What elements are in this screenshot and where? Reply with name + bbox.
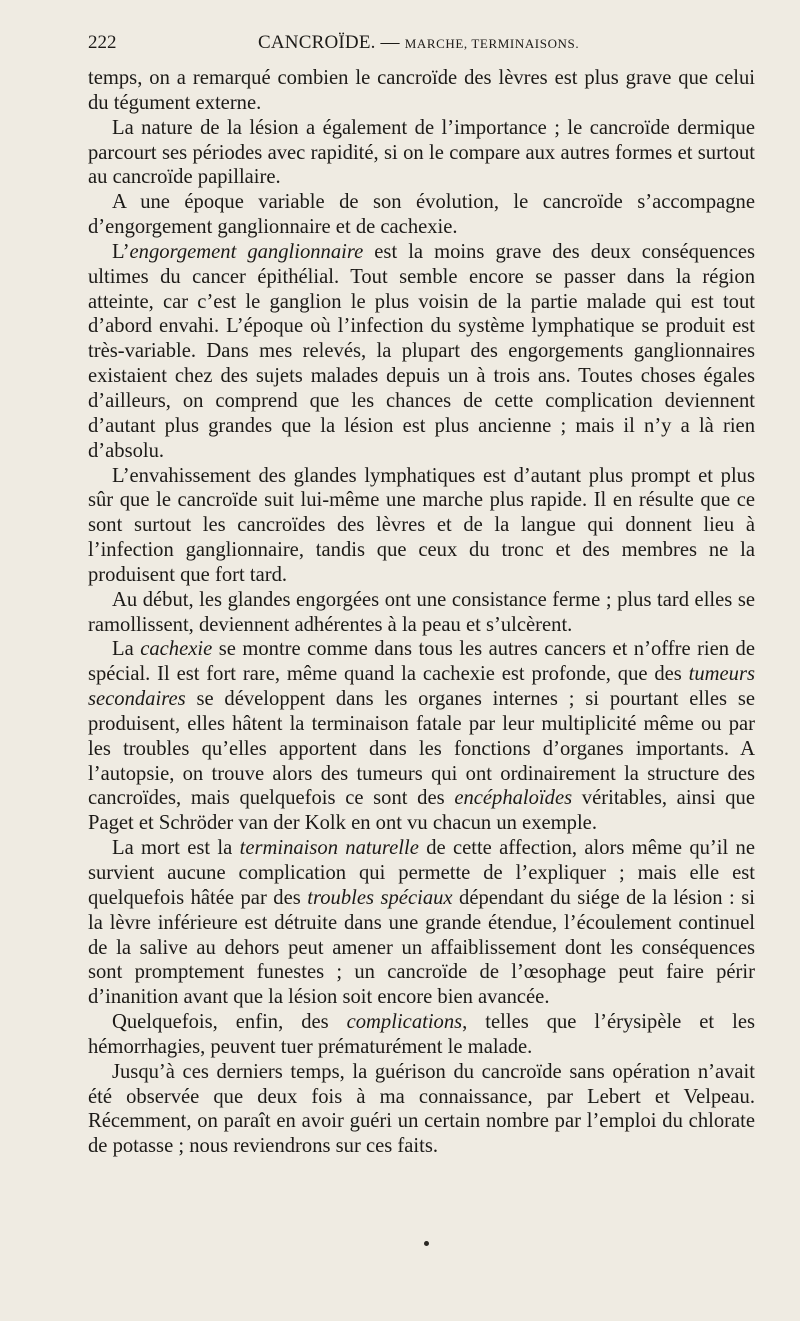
- paragraph-continuation: [88, 66, 755, 116]
- ink-dot-mark: [424, 1241, 429, 1246]
- paragraph-debut: [88, 588, 755, 638]
- text-run: se montre comme dans tous les autres cancers et n’offre rien de spécial. Il est fort rare, même quand la cachexie est profonde, que des: [88, 638, 755, 686]
- text-run: véritables, ainsi que Paget et Schröder van der Kolk en ont vu chacun un exemple.: [88, 787, 755, 835]
- italic-term: complications: [346, 1011, 463, 1034]
- running-title-main: CANCROÏDE.: [258, 32, 376, 53]
- text-run: La: [112, 638, 141, 661]
- italic-term: terminaison naturelle: [239, 837, 419, 860]
- text-run: se développent dans les organes internes ; si pourtant elles se produisent, elles hâtent la terminaison fatale par leur multiplicité même ou par les troubles qu’elles apportent dans les fonctions d’organes importants. A l’autopsie, on trouve alors des tumeurs qui ont ordinairement la structure des cancroïdes, mais quelquefois ce sont des: [88, 688, 755, 810]
- paragraph-envahissement: [88, 464, 755, 588]
- body-text: [88, 66, 755, 1159]
- text-run: Jusqu’à ces derniers temps, la guérison du cancroïde sans opération n’avait été observée que deux fois à ma connaissance, par Lebert et Velpeau. Récemment, on paraît en avoir guéri un certain nombre par l’emploi du chlorate de potasse ; nous reviendrons sur ces faits.: [88, 1060, 755, 1158]
- text-run: A une époque variable de son évolution, le cancroïde s’accompagne d’engorgement ganglionnaire et de cachexie.: [88, 191, 755, 239]
- text-run: est la moins grave des deux conséquences ultimes du cancer épithélial. Tout semble encore se passer dans la région atteinte, car c’est le ganglion le plus voisin de la partie malade qui est tout d’abord envahi. L’époque où l’infection du système lymphatique se produit est très-variable. Dans mes relevés, la plupart des engorgements ganglionnaires existaient chez des sujets malades depuis un à trois ans. Toutes choses égales d’ailleurs, on comprend que les chances de cette complication deviennent d’autant plus grandes que la lésion est plus ancienne ; mais il n’y a là rien d’absolu.: [88, 240, 756, 462]
- running-title-dash: —: [380, 32, 400, 53]
- text-run: L’envahissement des glandes lymphatiques est d’autant plus prompt et plus sûr que le cancroïde suit lui-même une marche plus rapide. Il en résulte que ce sont surtout les cancroïdes des lèvres et de la langue qui donnent lieu à l’infection ganglionnaire, tandis que ceux du tronc et des membres ne la produisent que fort tard.: [88, 464, 755, 586]
- paragraph-epoque-variable: [88, 190, 755, 240]
- paragraph-mort: [88, 836, 755, 1010]
- text-run: L’: [112, 240, 130, 263]
- page-number: 222: [88, 32, 117, 53]
- paragraph-guerison: [88, 1060, 755, 1159]
- italic-term: tumeurs secondaires: [88, 663, 755, 711]
- running-title-section: MARCHE, TERMINAISONS.: [404, 36, 580, 51]
- text-run: de cette affection, alors même qu’il ne survient aucune complication qui permette de l’expliquer ; mais elle est quelquefois hâtée par des: [88, 837, 755, 909]
- text-run: temps, on a remarqué combien le cancroïde des lèvres est plus grave que celui du tégument externe.: [88, 67, 755, 114]
- italic-term: cachexie: [140, 638, 213, 661]
- text-run: Au début, les glandes engorgées ont une consistance ferme ; plus tard elles se ramollissent, deviennent adhérentes à la peau et s’ulcèrent.: [88, 588, 755, 636]
- italic-term: encéphaloïdes: [454, 787, 573, 810]
- text-run: dépendant du siége de la lésion : si la lèvre inférieure est détruite dans une grande étendue, l’écoulement continuel de la salive au dehors peut amener un affaiblissement dont les conséquences sont promptement funestes ; un cancroïde de l’œsophage peut faire périr d’inanition avant que la lésion soit encore bien avancée.: [88, 886, 756, 1009]
- paragraph-cachexie: [88, 637, 755, 836]
- running-title: [258, 32, 579, 54]
- paragraph-nature-lesion: [88, 116, 755, 191]
- text-run: La mort est la: [112, 837, 240, 860]
- running-header: [88, 30, 756, 62]
- text-run: La nature de la lésion a également de l’importance ; le cancroïde dermique parcourt ses périodes avec rapidité, si on le compare aux autres formes et surtout au cancroïde papillaire.: [88, 116, 755, 189]
- text-run: , telles que l’érysipèle et les hémorrhagies, peuvent tuer prématurément le malade.: [88, 1011, 755, 1058]
- italic-term: engorgement ganglionnaire: [129, 240, 364, 263]
- text-run: Quelquefois, enfin, des: [112, 1011, 347, 1034]
- paragraph-complications: [88, 1010, 755, 1060]
- paragraph-engorgement: [88, 240, 755, 464]
- italic-term: troubles spéciaux: [307, 886, 453, 909]
